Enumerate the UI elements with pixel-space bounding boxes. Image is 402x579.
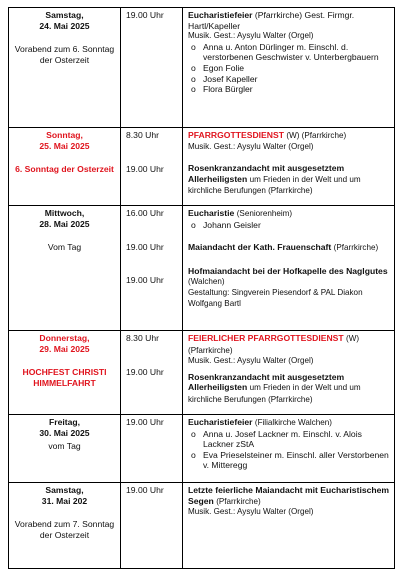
event-music: Musik. Gest.: Aysylu Walter (Orgel) xyxy=(188,141,314,151)
time-cell xyxy=(121,415,183,483)
day-date: 28. Mai 2025 xyxy=(39,218,90,229)
event-location: um Frieden in der Welt und um kirchliche Berufungen (Pfarrkirche) xyxy=(188,174,361,196)
event-title: Letzte feierliche Maiandacht mit Eucharistischem Segen xyxy=(188,485,390,506)
day-date: 24. Mai 2025 xyxy=(39,20,90,31)
day-note: Vom Tag xyxy=(47,242,82,253)
event-location: (Walchen) xyxy=(188,277,225,287)
event-location: (Pfarrkirche) xyxy=(333,243,379,253)
event-location: um Frieden in der Welt und um kirchliche Berufungen (Pfarrkirche) xyxy=(188,383,361,404)
table-row xyxy=(9,206,395,331)
time-cell xyxy=(121,331,183,415)
event-title: Eucharistiefeier xyxy=(188,10,253,20)
day-name: Samstag, xyxy=(45,10,84,20)
event-title: Maiandacht der Kath. Frauenschaft xyxy=(188,242,332,253)
table-row xyxy=(9,415,395,483)
day-cell xyxy=(9,206,121,331)
event-title: PFARRGOTTESDIENST xyxy=(188,130,284,140)
event-location: (Seniorenheim) xyxy=(236,209,293,218)
bullet-icon: o xyxy=(191,428,196,439)
day-name: Freitag, xyxy=(48,417,81,427)
intention-list xyxy=(188,42,390,95)
bullet-icon: o xyxy=(191,219,196,230)
event-music: Musik. Gest.: Aysylu Walter (Orgel) xyxy=(188,31,314,41)
time-cell xyxy=(121,206,183,331)
list-item: o Johann Geisler xyxy=(191,219,261,230)
list-item: o Anna u. Josef Lackner m. Einschl. v. Alois Lackner zStA xyxy=(191,428,362,450)
day-cell xyxy=(9,128,121,206)
event-cell xyxy=(183,415,395,483)
time-value: 16.00 Uhr xyxy=(126,208,164,218)
bullet-icon: o xyxy=(191,62,196,73)
list-item: o Egon Folie xyxy=(191,62,245,73)
day-cell xyxy=(9,483,121,569)
time-value: 8.30 Uhr xyxy=(126,130,159,140)
time-value: 19.00 Uhr xyxy=(126,417,164,427)
list-item: o Flora Bürgler xyxy=(191,84,253,95)
intention-list xyxy=(188,429,390,471)
list-item: o Anna u. Anton Dürlinger m. Einschl. d. verstorbenen Geschwister v. Unterbergbauern xyxy=(191,41,379,63)
table-row xyxy=(9,8,395,128)
event-cell xyxy=(183,8,395,128)
table-row xyxy=(9,128,395,206)
day-date: 31. Mai 202 xyxy=(41,495,88,506)
event-cell xyxy=(183,128,395,206)
intention-list xyxy=(188,220,390,231)
bullet-icon: o xyxy=(191,449,196,460)
day-cell xyxy=(9,415,121,483)
event-title: Eucharistiefeier xyxy=(188,417,253,427)
table-row xyxy=(9,331,395,415)
day-name: Sonntag, xyxy=(46,130,83,140)
time-cell xyxy=(121,8,183,128)
event-location: (Pfarrkirche) xyxy=(216,496,261,506)
event-music: Musik. Gest.: Aysylu Walter (Orgel) xyxy=(188,356,314,366)
day-name: Samstag, xyxy=(45,485,84,495)
time-value: 19.00 Uhr xyxy=(126,163,164,174)
list-item: o Eva Prieselsteiner m. Einschl. aller Verstorbenen v. Mitteregg xyxy=(191,449,389,471)
bullet-icon: o xyxy=(191,84,196,95)
day-note: Vorabend zum 7. Sonntag der Osterzeit xyxy=(14,519,115,540)
time-value: 19.00 Uhr xyxy=(126,241,164,252)
event-location: (Pfarrkirche) Gest. Firmgr. Hartl/Kapeller xyxy=(188,10,355,31)
day-date: 25. Mai 2025 xyxy=(39,140,90,151)
day-cell xyxy=(9,8,121,128)
list-item: o Josef Kapeller xyxy=(191,73,258,84)
day-note: Vorabend zum 6. Sonntag der Osterzeit xyxy=(14,44,115,65)
day-note: 6. Sonntag der Osterzeit xyxy=(15,164,114,175)
event-music: Musik. Gest.: Aysylu Walter (Orgel) xyxy=(188,507,314,517)
day-note: vom Tag xyxy=(48,441,81,452)
bullet-icon: o xyxy=(191,73,196,84)
time-value: 19.00 Uhr xyxy=(126,366,164,377)
day-note: HOCHFEST CHRISTI HIMMELFAHRT xyxy=(22,367,107,388)
day-cell xyxy=(9,331,121,415)
day-date: 30. Mai 2025 xyxy=(39,427,90,438)
schedule-table xyxy=(8,7,395,569)
day-name: Donnerstag, xyxy=(39,333,90,343)
time-cell xyxy=(121,128,183,206)
event-cell xyxy=(183,206,395,331)
time-value: 19.00 Uhr xyxy=(126,275,164,286)
event-title: FEIERLICHER PFARRGOTTESDIENST xyxy=(188,333,344,343)
day-date: 29. Mai 2025 xyxy=(39,343,90,354)
day-name: Mittwoch, xyxy=(44,208,85,218)
time-value: 8.30 Uhr xyxy=(126,333,159,343)
event-title: Hofmaiandacht bei der Hofkapelle des Naglgutes xyxy=(188,265,388,276)
event-location: (W) (Pfarrkirche) xyxy=(188,334,360,355)
event-location: (W) (Pfarrkirche) xyxy=(286,131,347,140)
event-title: Rosenkranzandacht mit ausgesetztem Allerheiligsten xyxy=(188,163,345,184)
event-cell xyxy=(183,483,395,569)
event-location: (Filialkirche Walchen) xyxy=(254,418,332,427)
event-cell xyxy=(183,331,395,415)
event-note: Gestaltung: Singverein Piesendorf & PAL Diakon Wolfgang Bartl xyxy=(188,287,363,308)
event-title: Eucharistie xyxy=(188,208,235,218)
table-row xyxy=(9,483,395,569)
bullet-icon: o xyxy=(191,41,196,52)
event-title: Rosenkranzandacht mit ausgesetztem Allerheiligsten xyxy=(188,371,345,393)
time-cell xyxy=(121,483,183,569)
time-value: 19.00 Uhr xyxy=(126,485,164,495)
time-value: 19.00 Uhr xyxy=(126,10,164,20)
